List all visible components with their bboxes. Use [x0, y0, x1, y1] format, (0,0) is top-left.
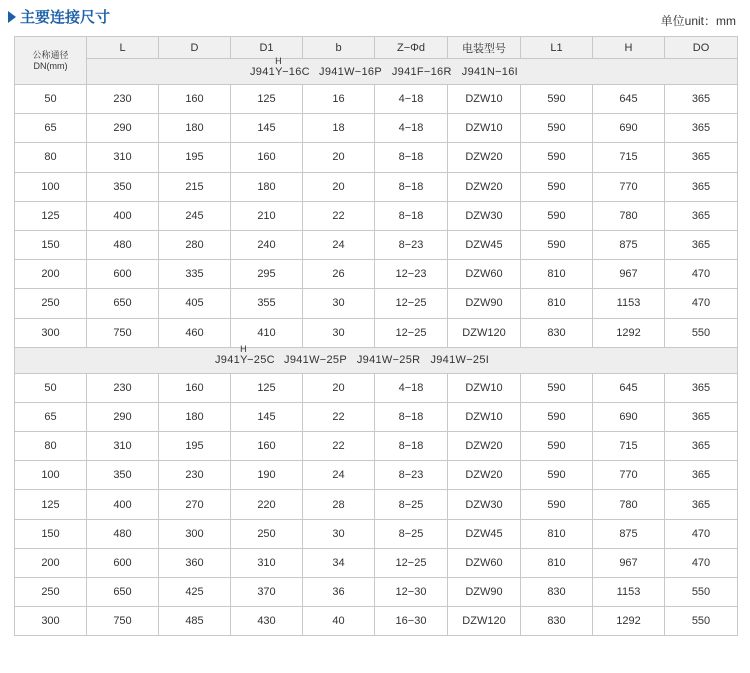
table-cell: 400: [87, 490, 159, 519]
table-cell: DZW60: [448, 260, 521, 289]
table-row: [15, 289, 738, 318]
section-title: [8, 6, 110, 27]
table-cell: DZW10: [448, 114, 521, 143]
col-header: DO: [665, 37, 738, 59]
table-cell: 780: [593, 201, 665, 230]
table-cell: 365: [665, 201, 738, 230]
table-cell: 30: [303, 289, 375, 318]
table-cell: 310: [87, 143, 159, 172]
table-cell: 365: [665, 373, 738, 402]
page-header: [0, 0, 750, 32]
table-cell: 200: [15, 260, 87, 289]
model-rest: J941W−25P J941W−25R J941W−25I: [284, 354, 490, 367]
table-cell: 190: [231, 461, 303, 490]
group1-body: [15, 85, 738, 348]
table-cell: 18: [303, 114, 375, 143]
table-cell: 22: [303, 432, 375, 461]
table-cell: 430: [231, 607, 303, 636]
table-cell: 22: [303, 402, 375, 431]
col-header: L: [87, 37, 159, 59]
table-cell: 400: [87, 201, 159, 230]
col-header: H: [593, 37, 665, 59]
table-cell: 715: [593, 432, 665, 461]
model-rest: J941W−16P J941F−16R J941N−16I: [319, 65, 519, 78]
table-cell: 150: [15, 230, 87, 259]
table-row: [15, 402, 738, 431]
table-cell: DZW90: [448, 289, 521, 318]
table-cell: DZW10: [448, 402, 521, 431]
table-cell: 590: [521, 432, 593, 461]
table-cell: 810: [521, 289, 593, 318]
table-cell: 160: [231, 432, 303, 461]
table-cell: 590: [521, 201, 593, 230]
unit-label: 单位unit：mm: [660, 14, 736, 28]
table-cell: 160: [231, 143, 303, 172]
table-cell: DZW120: [448, 318, 521, 347]
model-prefix: J941: [215, 354, 241, 367]
table-cell: 220: [231, 490, 303, 519]
table-row: [15, 318, 738, 347]
table-cell: 80: [15, 432, 87, 461]
table-row: [15, 201, 738, 230]
table-cell: 24: [303, 461, 375, 490]
table-cell: 230: [87, 373, 159, 402]
table-cell: 370: [231, 578, 303, 607]
table-cell: 12−25: [375, 318, 448, 347]
dn-header-line1: 公称通径: [32, 49, 69, 60]
table-cell: 967: [593, 548, 665, 577]
table-cell: 590: [521, 461, 593, 490]
table-cell: 810: [521, 548, 593, 577]
table-row: [15, 143, 738, 172]
model-stack: [275, 55, 283, 78]
model-suffix: −16C: [282, 65, 310, 78]
table-row: [15, 432, 738, 461]
table-cell: 145: [231, 114, 303, 143]
table-cell: 470: [665, 519, 738, 548]
table-cell: 645: [593, 85, 665, 114]
table-cell: 12−23: [375, 260, 448, 289]
table-cell: 250: [15, 289, 87, 318]
table-cell: DZW45: [448, 230, 521, 259]
table-cell: 365: [665, 85, 738, 114]
table-cell: 200: [15, 548, 87, 577]
table-cell: 24: [303, 230, 375, 259]
table-cell: 365: [665, 432, 738, 461]
table-cell: 210: [231, 201, 303, 230]
table-cell: 365: [665, 172, 738, 201]
table-cell: 250: [15, 578, 87, 607]
table-cell: 590: [521, 143, 593, 172]
col-header: 电装型号: [448, 37, 521, 59]
table-row: [15, 230, 738, 259]
table-cell: 480: [87, 230, 159, 259]
table-cell: 590: [521, 490, 593, 519]
table-cell: 550: [665, 578, 738, 607]
table-cell: 1153: [593, 578, 665, 607]
table-cell: 365: [665, 143, 738, 172]
model-stack: [240, 344, 248, 367]
table-cell: 780: [593, 490, 665, 519]
table-cell: 16: [303, 85, 375, 114]
table-cell: 50: [15, 85, 87, 114]
table-cell: 180: [159, 402, 231, 431]
model-row-group2: [15, 347, 738, 373]
table-cell: 770: [593, 172, 665, 201]
table-row: [15, 578, 738, 607]
table-row: [15, 490, 738, 519]
table-cell: 650: [87, 578, 159, 607]
table-row: [15, 373, 738, 402]
table-cell: DZW20: [448, 432, 521, 461]
table-cell: 8−23: [375, 230, 448, 259]
dn-header-line2: DN(mm): [33, 60, 68, 71]
table-cell: 180: [231, 172, 303, 201]
table-cell: 8−18: [375, 172, 448, 201]
model-suffix: −25C: [247, 354, 275, 367]
table-cell: 485: [159, 607, 231, 636]
col-header: Z−Φd: [375, 37, 448, 59]
table-cell: 350: [87, 461, 159, 490]
table-cell: 8−18: [375, 402, 448, 431]
table-cell: 125: [15, 201, 87, 230]
table-cell: 590: [521, 402, 593, 431]
table-cell: 1292: [593, 318, 665, 347]
table-cell: 300: [15, 318, 87, 347]
table-cell: 245: [159, 201, 231, 230]
table-cell: 770: [593, 461, 665, 490]
table-cell: 715: [593, 143, 665, 172]
table-cell: 36: [303, 578, 375, 607]
table-cell: 16−30: [375, 607, 448, 636]
table-cell: 550: [665, 318, 738, 347]
col-header: D: [159, 37, 231, 59]
table-cell: DZW90: [448, 578, 521, 607]
table-cell: 160: [159, 373, 231, 402]
table-cell: 195: [159, 432, 231, 461]
table-cell: 280: [159, 230, 231, 259]
table-cell: 80: [15, 143, 87, 172]
table-cell: 34: [303, 548, 375, 577]
table-cell: 590: [521, 373, 593, 402]
table-row: [15, 607, 738, 636]
model-list: [15, 344, 738, 373]
table-cell: 250: [231, 519, 303, 548]
table-cell: 230: [159, 461, 231, 490]
table-cell: DZW30: [448, 490, 521, 519]
table-cell: DZW10: [448, 85, 521, 114]
table-cell: 875: [593, 519, 665, 548]
table-row: [15, 172, 738, 201]
table-row: [15, 114, 738, 143]
table-cell: 4−18: [375, 85, 448, 114]
table-cell: DZW20: [448, 461, 521, 490]
dimension-table: [14, 36, 738, 636]
table-row: [15, 260, 738, 289]
table-cell: 470: [665, 289, 738, 318]
table-cell: 100: [15, 461, 87, 490]
table-cell: 26: [303, 260, 375, 289]
table-cell: 125: [15, 490, 87, 519]
table-cell: 125: [231, 85, 303, 114]
group2-header: [15, 344, 738, 373]
table-cell: 300: [159, 519, 231, 548]
model-row-group1: [15, 59, 738, 85]
table-cell: 40: [303, 607, 375, 636]
table-cell: 290: [87, 114, 159, 143]
table-cell: 600: [87, 260, 159, 289]
model-stack-top: H: [240, 344, 247, 355]
model-prefix: J941: [250, 65, 276, 78]
table-cell: 8−25: [375, 490, 448, 519]
section-title-text: 主要连接尺寸: [20, 9, 111, 26]
table-cell: 28: [303, 490, 375, 519]
table-cell: 4−18: [375, 373, 448, 402]
table-cell: 30: [303, 519, 375, 548]
table-cell: 365: [665, 461, 738, 490]
table-cell: 600: [87, 548, 159, 577]
table-cell: 365: [665, 114, 738, 143]
table-cell: 12−25: [375, 548, 448, 577]
table-cell: 810: [521, 519, 593, 548]
table-cell: 100: [15, 172, 87, 201]
table-cell: 460: [159, 318, 231, 347]
table-cell: 480: [87, 519, 159, 548]
table-cell: 750: [87, 318, 159, 347]
table-cell: 30: [303, 318, 375, 347]
table-cell: 310: [87, 432, 159, 461]
table-cell: 160: [159, 85, 231, 114]
table-row: [15, 85, 738, 114]
table-cell: 410: [231, 318, 303, 347]
dn-header: [15, 37, 87, 85]
table-cell: 22: [303, 201, 375, 230]
table-cell: 590: [521, 114, 593, 143]
table-row: [15, 461, 738, 490]
table-cell: 65: [15, 114, 87, 143]
table-cell: 8−18: [375, 201, 448, 230]
col-header: D1: [231, 37, 303, 59]
table-cell: 365: [665, 230, 738, 259]
table-cell: 470: [665, 260, 738, 289]
table-cell: 830: [521, 578, 593, 607]
table-cell: 240: [231, 230, 303, 259]
table-cell: 310: [231, 548, 303, 577]
table-cell: 20: [303, 172, 375, 201]
table-cell: 405: [159, 289, 231, 318]
col-header: b: [303, 37, 375, 59]
table-cell: 967: [593, 260, 665, 289]
table-cell: 8−25: [375, 519, 448, 548]
table-cell: DZW120: [448, 607, 521, 636]
table-cell: 470: [665, 548, 738, 577]
header-row: [15, 37, 738, 59]
triangle-right-icon: [8, 11, 16, 23]
model-stack-bottom: Y: [240, 354, 248, 367]
table-cell: 145: [231, 402, 303, 431]
table-cell: 830: [521, 318, 593, 347]
table-cell: 335: [159, 260, 231, 289]
table-cell: 1292: [593, 607, 665, 636]
table-cell: 350: [87, 172, 159, 201]
table-cell: 645: [593, 373, 665, 402]
table-cell: 360: [159, 548, 231, 577]
table-cell: 750: [87, 607, 159, 636]
table-cell: 810: [521, 260, 593, 289]
table-row: [15, 519, 738, 548]
table-cell: 875: [593, 230, 665, 259]
table-cell: 295: [231, 260, 303, 289]
table-cell: 425: [159, 578, 231, 607]
table-cell: 8−23: [375, 461, 448, 490]
table-cell: 1153: [593, 289, 665, 318]
table-cell: 590: [521, 85, 593, 114]
table-cell: DZW60: [448, 548, 521, 577]
table-cell: 20: [303, 373, 375, 402]
col-header: L1: [521, 37, 593, 59]
table-cell: 125: [231, 373, 303, 402]
table-cell: DZW20: [448, 172, 521, 201]
model-list: [87, 55, 738, 85]
table-cell: DZW10: [448, 373, 521, 402]
table-cell: 590: [521, 172, 593, 201]
table-cell: 150: [15, 519, 87, 548]
table-cell: 365: [665, 490, 738, 519]
table-cell: 650: [87, 289, 159, 318]
table-cell: 180: [159, 114, 231, 143]
table-cell: 690: [593, 114, 665, 143]
table-cell: 830: [521, 607, 593, 636]
table-cell: 12−25: [375, 289, 448, 318]
table-cell: 4−18: [375, 114, 448, 143]
table-cell: DZW30: [448, 201, 521, 230]
model-stack-top: H: [275, 55, 282, 66]
table-cell: 8−18: [375, 143, 448, 172]
model-stack-bottom: Y: [275, 65, 283, 78]
group2-body: [15, 373, 738, 636]
table-cell: 550: [665, 607, 738, 636]
table-cell: 8−18: [375, 432, 448, 461]
table-cell: 300: [15, 607, 87, 636]
table-cell: 12−30: [375, 578, 448, 607]
table-cell: 355: [231, 289, 303, 318]
table-cell: 230: [87, 85, 159, 114]
table-cell: DZW20: [448, 143, 521, 172]
table-cell: 215: [159, 172, 231, 201]
table-row: [15, 548, 738, 577]
table-cell: 195: [159, 143, 231, 172]
table-cell: 65: [15, 402, 87, 431]
table-cell: 365: [665, 402, 738, 431]
table-cell: 290: [87, 402, 159, 431]
table-cell: 20: [303, 143, 375, 172]
table-cell: 690: [593, 402, 665, 431]
table-cell: DZW45: [448, 519, 521, 548]
table-cell: 590: [521, 230, 593, 259]
table-cell: 50: [15, 373, 87, 402]
table-cell: 270: [159, 490, 231, 519]
